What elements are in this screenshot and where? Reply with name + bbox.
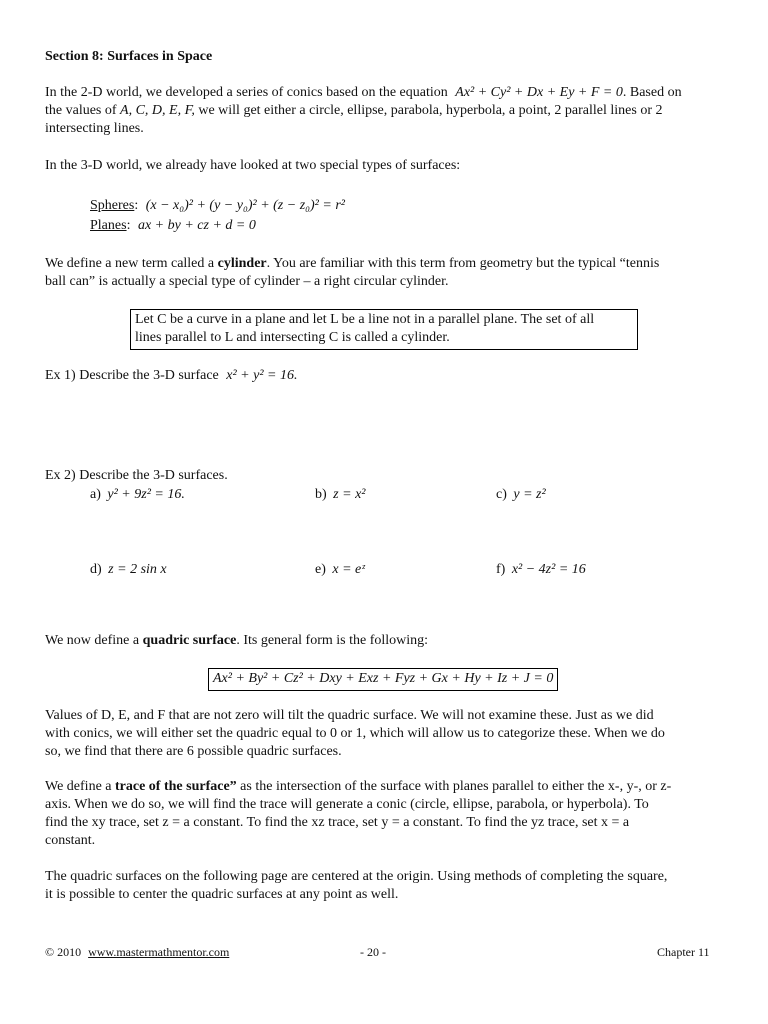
p3-rest: . You are familiar with this term from geometry but the typical “tennis <box>266 256 660 271</box>
example-1 <box>45 367 297 385</box>
conic-equation: Ax² + Cy² + Dx + Ey + F = 0 <box>455 85 623 100</box>
quadric-equation-box: Ax² + By² + Cz² + Dxy + Exz + Fyz + Gx + Hy + Iz + J = 0 <box>208 668 558 691</box>
p6-rest: as the intersection of the surface with planes parallel to either the x-, y-, or z- <box>236 779 672 794</box>
paragraph-cylinder <box>45 255 725 291</box>
p3-lead: We define a new term called a <box>45 256 215 271</box>
p1-line3: intersecting lines. <box>45 121 144 136</box>
trace-term: trace of the surface” <box>115 779 237 794</box>
ex2-item-c: c) y = z² <box>496 487 546 502</box>
p4-lead: We now define a <box>45 633 140 648</box>
p1-vars: A, C, D, E, F, <box>120 103 195 118</box>
paragraph-conics <box>45 84 725 138</box>
definition-box <box>130 309 638 350</box>
paragraph-centered <box>45 868 725 904</box>
ex2-item-f: f) x² − 4z² = 16 <box>496 562 586 577</box>
paragraph-trace <box>45 778 725 850</box>
footer-copyright: © 2010 www.mastermathmentor.com <box>45 945 230 959</box>
p6-line3: find the xy trace, set z = a constant. To find the xz trace, set y = a constant. To find the yz trace, set x = a <box>45 815 630 830</box>
cylinder-term: cylinder <box>217 256 267 271</box>
p7-line1: The quadric surfaces on the following page are centered at the origin. Using methods of completing the square, <box>45 869 668 884</box>
p1-line2a: the values of <box>45 103 117 118</box>
p7-line2: it is possible to center the quadric surfaces at any point as well. <box>45 887 399 902</box>
planes-line: Planes: ax + by + cz + d = 0 <box>90 218 256 233</box>
p1-lead: In the 2-D world, we developed a series of conics based on the equation <box>45 85 448 100</box>
spheres-equation: (x − x₀)² + (y − y₀)² + (z − z₀)² = r² <box>145 198 345 213</box>
p6-lead: We define a <box>45 779 112 794</box>
ex1-equation: x² + y² = 16. <box>226 368 298 383</box>
footer-website-link[interactable]: www.mastermathmentor.com <box>88 945 230 959</box>
paragraph-3d-surfaces: In the 3-D world, we already have looked at two special types of surfaces: <box>45 158 461 173</box>
p5-line2: with conics, we will either set the quadric equal to 0 or 1, which will allow us to categorize these. When we do <box>45 726 665 741</box>
section-title: Section 8: Surfaces in Space <box>45 49 213 64</box>
ex2-item-e: e) x = eᶻ <box>315 562 365 577</box>
paragraph-quadric <box>45 632 725 650</box>
planes-label: Planes <box>90 218 127 233</box>
ex2-item-d: d) z = 2 sin x <box>90 562 167 577</box>
p5-line1: Values of D, E, and F that are not zero will tilt the quadric surface. We will not examine these. Just as we did <box>45 708 654 723</box>
p1-line2b: we will get either a circle, ellipse, parabola, hyperbola, a point, 2 parallel lines or 2 <box>198 103 663 118</box>
p6-line4: constant. <box>45 833 96 848</box>
example-2-label: Ex 2) Describe the 3-D surfaces. <box>45 468 228 483</box>
ex2-item-a: a) y² + 9z² = 16. <box>90 487 185 502</box>
planes-equation: ax + by + cz + d = 0 <box>137 218 256 233</box>
footer-chapter: Chapter 11 <box>657 945 710 959</box>
p5-line3: so, we find that there are 6 possible quadric surfaces. <box>45 744 342 759</box>
paragraph-values <box>45 707 725 761</box>
quadric-term: quadric surface <box>142 633 237 648</box>
definition-line2: lines parallel to L and intersecting C is called a cylinder. <box>135 330 450 345</box>
ex2-item-b: b) z = x² <box>315 487 366 502</box>
spheres-line: Spheres: (x − x₀)² + (y − y₀)² + (z − z₀)² = r² <box>90 198 345 213</box>
p1-after: . Based on <box>622 85 682 100</box>
spheres-label: Spheres <box>90 198 135 213</box>
p3-line2: ball can” is actually a special type of cylinder – a right circular cylinder. <box>45 274 449 289</box>
ex1-label: Ex 1) Describe the 3-D surface <box>45 368 219 383</box>
p4-rest: . Its general form is the following: <box>236 633 429 648</box>
footer-page-number: - 20 - <box>360 945 386 959</box>
definition-line1: Let C be a curve in a plane and let L be a line not in a parallel plane. The set of all <box>135 312 595 327</box>
p6-line2: axis. When we do so, we will find the trace will generate a conic (circle, ellipse, parabola, or hyperbola). To <box>45 797 649 812</box>
